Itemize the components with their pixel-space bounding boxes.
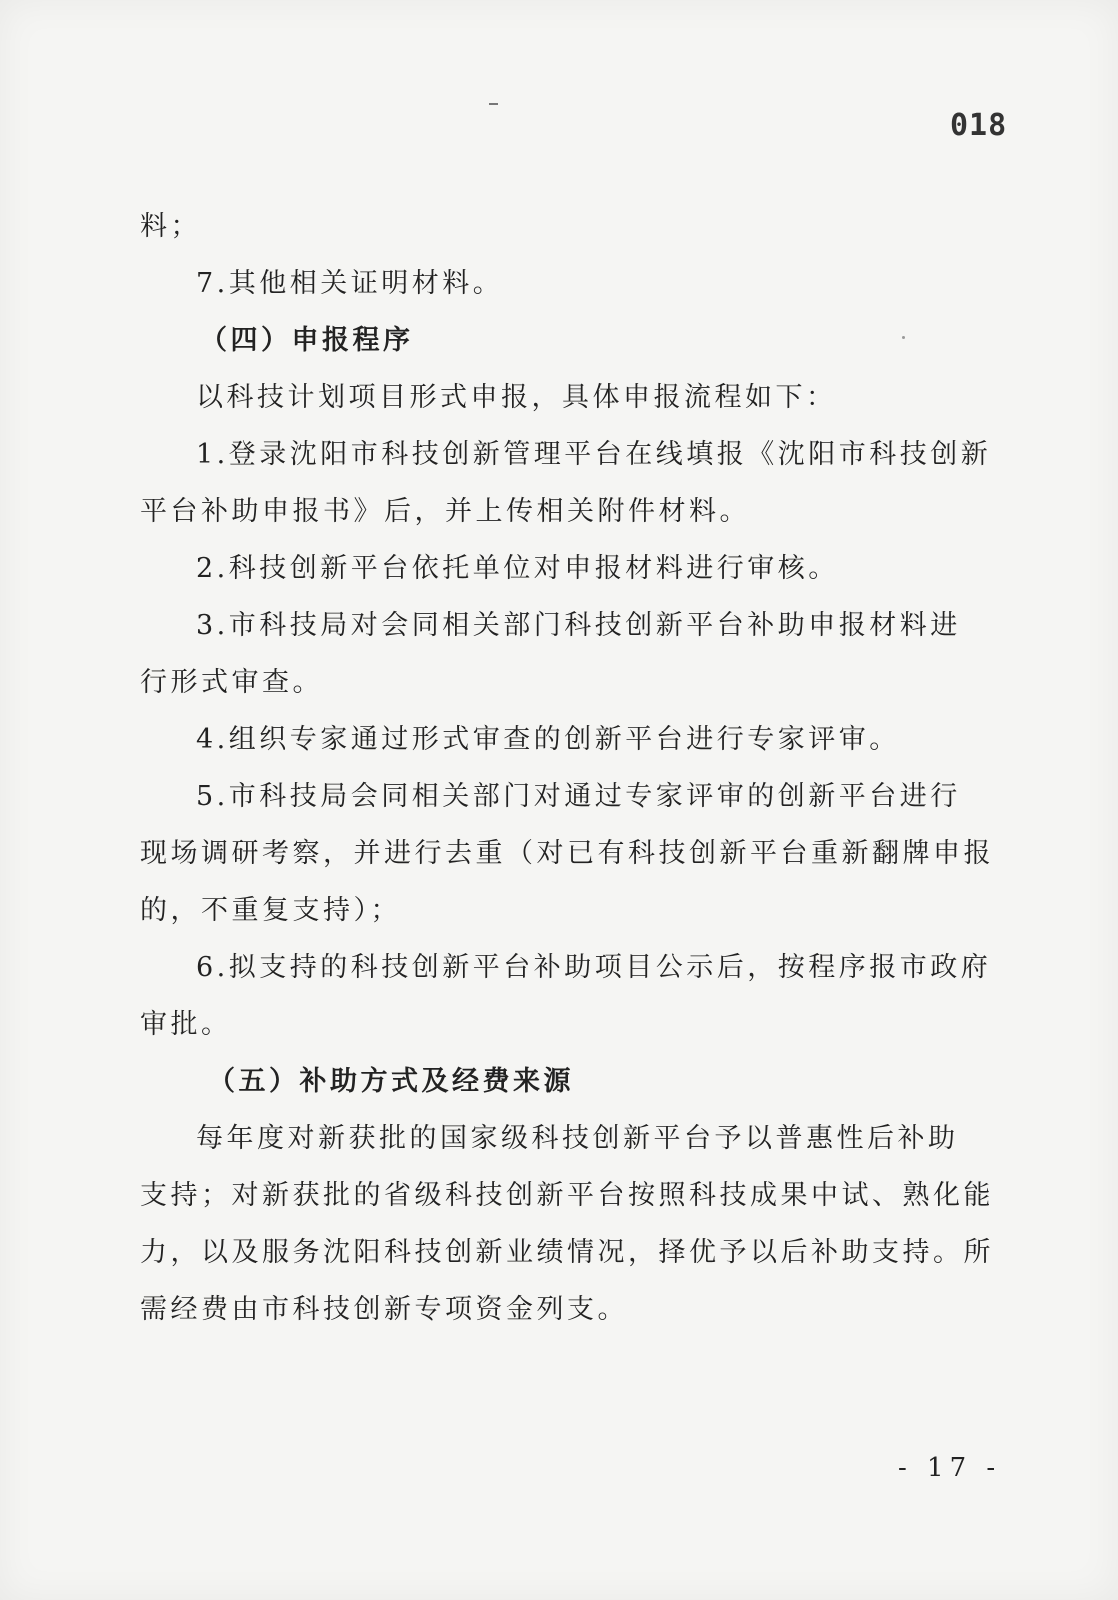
list-item: 3.市科技局对会同相关部门科技创新平台补助申报材料进 bbox=[196, 610, 961, 641]
section-heading: （四）申报程序 bbox=[200, 325, 414, 356]
archive-number-stamp: 018 bbox=[950, 108, 1008, 143]
list-item: 1.登录沈阳市科技创新管理平台在线填报《沈阳市科技创新 bbox=[196, 439, 992, 470]
text-line: 力，以及服务沈阳科技创新业绩情况，择优予以后补助支持。所 bbox=[140, 1237, 994, 1268]
list-item: 7.其他相关证明材料。 bbox=[196, 268, 504, 299]
text-line: 现场调研考察，并进行去重（对已有科技创新平台重新翻牌申报 bbox=[140, 838, 994, 869]
scan-mark bbox=[489, 103, 498, 105]
list-item: 2.科技创新平台依托单位对申报材料进行审核。 bbox=[196, 553, 839, 584]
section-heading: （五）补助方式及经费来源 bbox=[208, 1066, 574, 1097]
list-item: 4.组织专家通过形式审查的创新平台进行专家评审。 bbox=[196, 724, 900, 755]
text-line: 行形式审查。 bbox=[140, 667, 323, 698]
list-item: 5.市科技局会同相关部门对通过专家评审的创新平台进行 bbox=[196, 781, 961, 812]
paragraph-line: 每年度对新获批的国家级科技创新平台予以普惠性后补助 bbox=[196, 1123, 959, 1154]
text-line: 料； bbox=[140, 211, 201, 242]
text-line: 的，不重复支持）； bbox=[140, 895, 401, 926]
text-line: 需经费由市科技创新专项资金列支。 bbox=[140, 1294, 628, 1325]
text-line: 审批。 bbox=[140, 1009, 232, 1040]
paragraph-line: 以科技计划项目形式申报，具体申报流程如下： bbox=[196, 382, 837, 413]
scan-speck bbox=[902, 336, 905, 339]
text-line: 支持；对新获批的省级科技创新平台按照科技成果中试、熟化能 bbox=[140, 1180, 994, 1211]
page-number: - 17 - bbox=[898, 1453, 1002, 1483]
text-line: 平台补助申报书》后，并上传相关附件材料。 bbox=[140, 496, 750, 527]
list-item: 6.拟支持的科技创新平台补助项目公示后，按程序报市政府 bbox=[196, 952, 992, 983]
